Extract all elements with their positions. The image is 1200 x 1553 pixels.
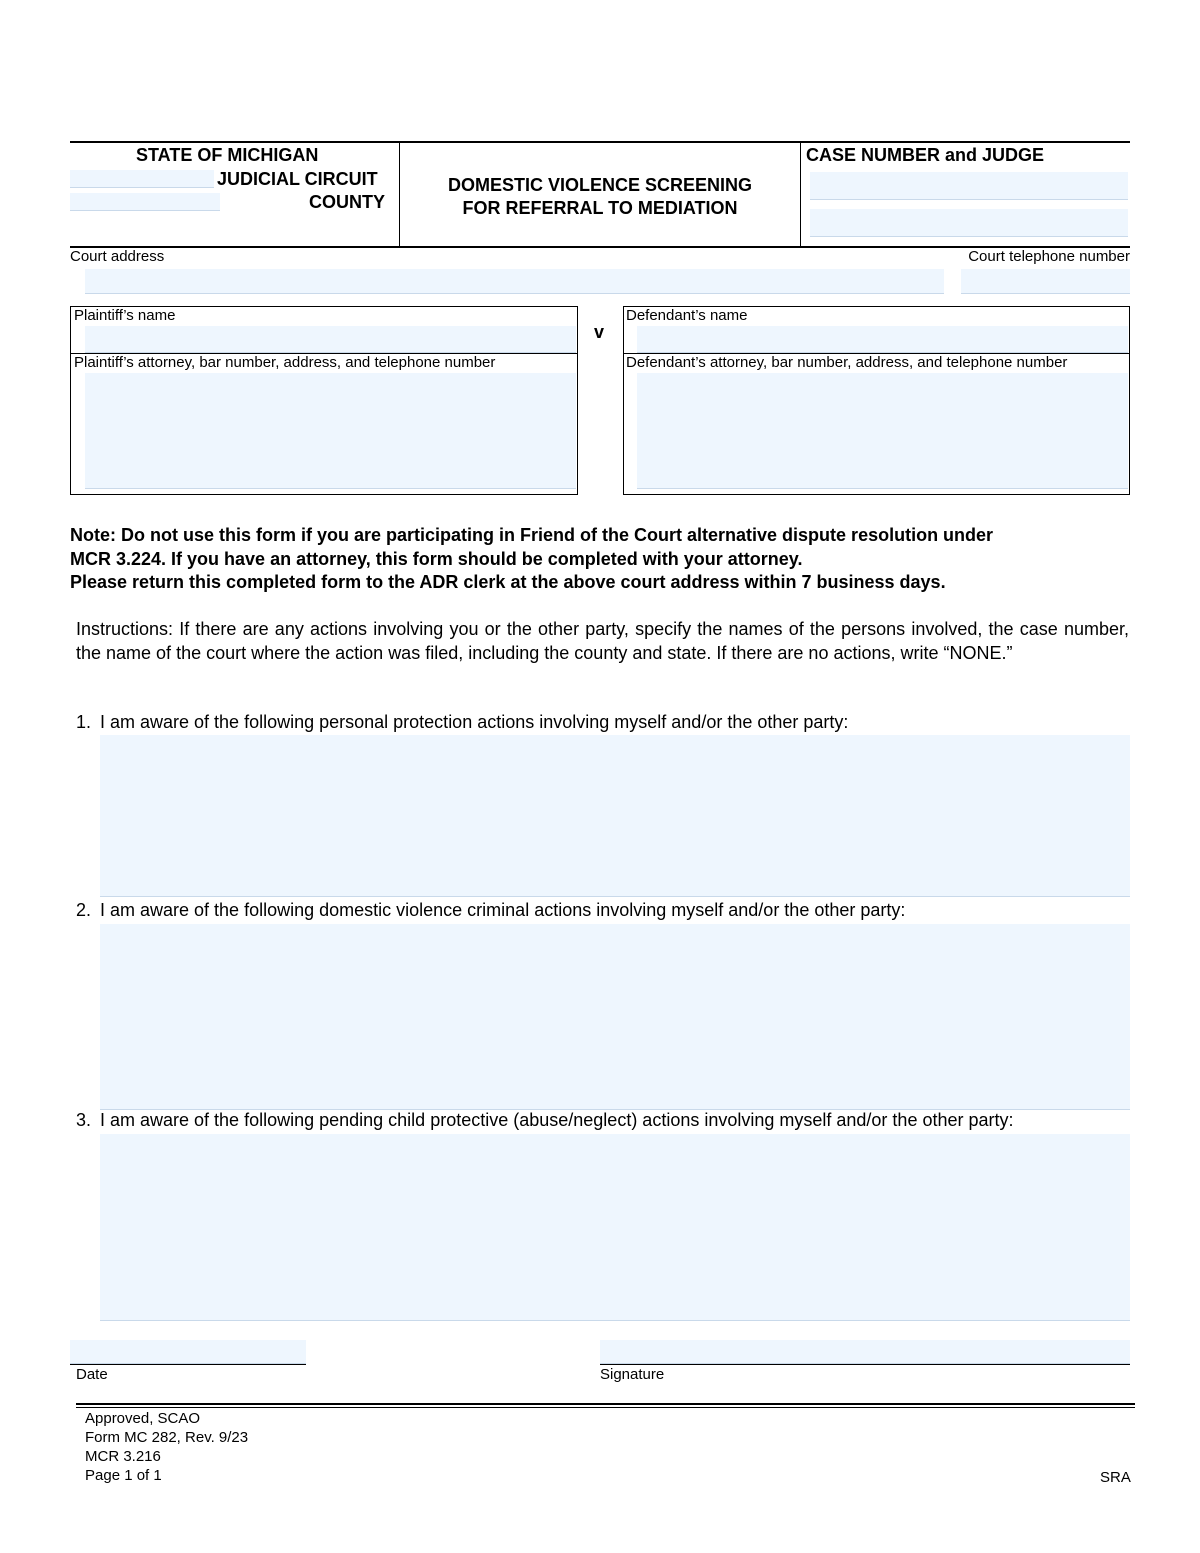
county-label: COUNTY: [309, 192, 385, 212]
court-address-input[interactable]: [85, 269, 944, 294]
header-divider-right: [800, 142, 801, 247]
note-line1: Note: Do not use this form if you are participating in Friend of the Court alternative dispute resolution under: [70, 525, 994, 545]
signature-input[interactable]: [600, 1340, 1130, 1364]
date-label: Date: [76, 1366, 108, 1383]
note-block: [70, 524, 1140, 595]
form-title: [400, 174, 800, 220]
footer-rule-top: [76, 1403, 1135, 1405]
footer-info: [85, 1409, 248, 1485]
plaintiff-name-label: Plaintiff’s name: [74, 307, 176, 324]
court-address-label: Court address: [70, 248, 165, 265]
footer-page: Page 1 of 1: [85, 1467, 162, 1484]
footer-form-number: Form MC 282, Rev. 9/23: [85, 1429, 249, 1446]
defendant-attorney-input[interactable]: [637, 373, 1128, 489]
form-title-line2: FOR REFERRAL TO MEDIATION: [462, 198, 738, 218]
case-number-label: CASE NUMBER and JUDGE: [806, 145, 1045, 165]
instructions-text: Instructions: If there are any actions involving you or the other party, specify the names of the persons involved, the case number, the name of the court where the action was filed, including the county and state. If there are no actions, write “NONE.”: [76, 619, 1129, 663]
plaintiff-attorney-label: Plaintiff’s attorney, bar number, address, and telephone number: [74, 354, 496, 371]
versus-label: v: [594, 322, 605, 342]
question-1-input[interactable]: [100, 735, 1130, 897]
question-2-number: 2.: [76, 900, 92, 920]
date-input[interactable]: [70, 1340, 306, 1364]
case-number-input[interactable]: [810, 172, 1128, 200]
date-line: [70, 1364, 306, 1365]
question-3-number: 3.: [76, 1110, 92, 1130]
note-line3: Please return this completed form to the ADR clerk at the above court address within 7 business days.: [70, 572, 946, 592]
footer-rule: MCR 3.216: [85, 1448, 161, 1465]
defendant-attorney-label: Defendant’s attorney, bar number, address, and telephone number: [626, 354, 1068, 371]
court-phone-label: Court telephone number: [968, 248, 1130, 265]
defendant-name-label: Defendant’s name: [626, 307, 748, 324]
question-2-text: I am aware of the following domestic violence criminal actions involving myself and/or the other party:: [100, 900, 906, 920]
question-1-number: 1.: [76, 712, 92, 732]
form-title-line1: DOMESTIC VIOLENCE SCREENING: [447, 175, 753, 195]
footer-rule-bottom: [76, 1407, 1135, 1408]
question-3-input[interactable]: [100, 1134, 1130, 1321]
judicial-circuit-input[interactable]: [70, 170, 214, 188]
county-input[interactable]: [70, 193, 220, 211]
footer-approved: Approved, SCAO: [85, 1410, 201, 1427]
court-phone-input[interactable]: [961, 269, 1130, 294]
defendant-name-input[interactable]: [637, 326, 1128, 353]
plaintiff-attorney-input[interactable]: [85, 373, 576, 489]
question-1-text: I am aware of the following personal protection actions involving myself and/or the other party:: [100, 712, 849, 732]
question-3-text: I am aware of the following pending child protective (abuse/neglect) actions involving myself and/or the other party:: [100, 1110, 1014, 1130]
footer-code: SRA: [1100, 1469, 1131, 1486]
judge-input[interactable]: [810, 209, 1128, 237]
plaintiff-name-input[interactable]: [85, 326, 576, 353]
question-2-input[interactable]: [100, 924, 1130, 1110]
state-label: STATE OF MICHIGAN: [136, 145, 319, 165]
header-top-rule: [70, 141, 1130, 143]
note-line2: MCR 3.224. If you have an attorney, this form should be completed with your attorney.: [70, 548, 803, 569]
signature-line: [600, 1364, 1130, 1365]
judicial-circuit-label: JUDICIAL CIRCUIT: [217, 169, 378, 189]
signature-label: Signature: [600, 1366, 665, 1383]
